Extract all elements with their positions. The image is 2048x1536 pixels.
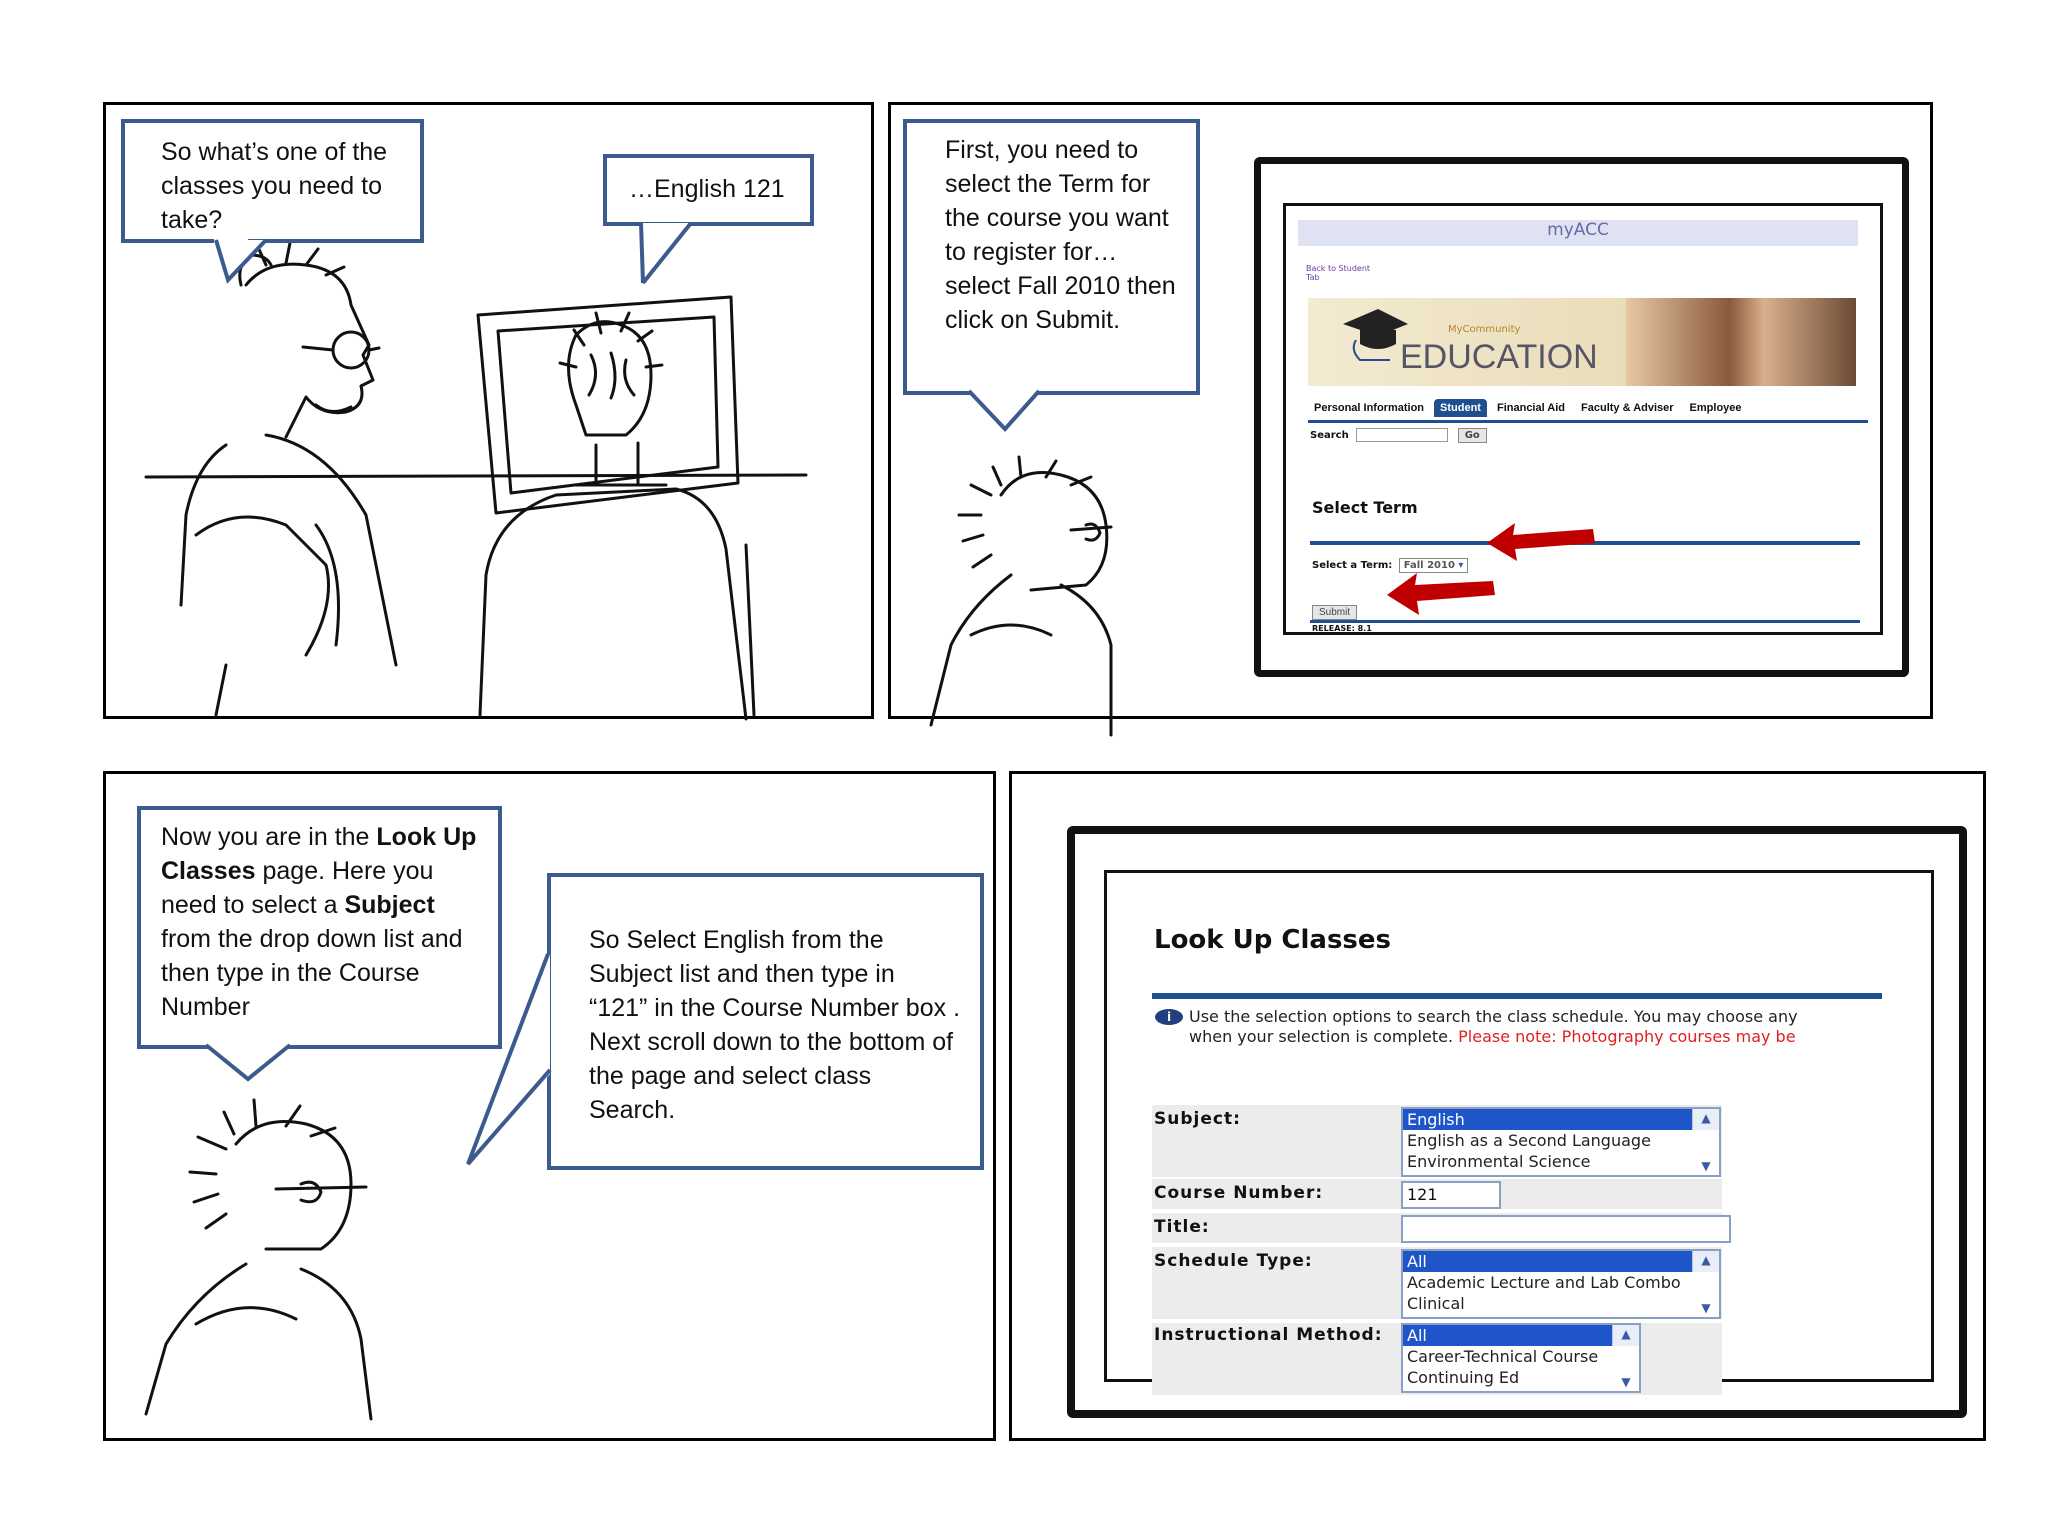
sketch-student xyxy=(911,455,1171,755)
tab-personal-information[interactable]: Personal Information xyxy=(1314,402,1425,414)
chevron-up-icon[interactable]: ▲ xyxy=(1701,1253,1711,1267)
bubble-text-1: Now you are in the xyxy=(161,823,377,851)
speech-bubble-tail xyxy=(959,391,1049,441)
instructional-option[interactable]: All xyxy=(1403,1325,1639,1346)
speech-bubble-instructions xyxy=(903,119,1200,395)
schedule-option[interactable]: Academic Lecture and Lab Combo xyxy=(1407,1273,1681,1292)
site-title: myACC xyxy=(1547,220,1609,240)
subject-scrollbar[interactable] xyxy=(1692,1109,1719,1173)
subject-option[interactable]: English as a Second Language xyxy=(1407,1131,1651,1150)
tab-student[interactable]: Student xyxy=(1434,399,1487,417)
bubble-bold-subject: Subject xyxy=(344,891,435,919)
instructional-method-label: Instructional Method: xyxy=(1154,1325,1383,1345)
info-line-2: when your selection is complete. xyxy=(1189,1027,1454,1046)
info-line-2-wrap xyxy=(1189,1027,1929,1047)
term-select-value: Fall 2010 xyxy=(1403,560,1455,571)
search-input[interactable] xyxy=(1356,428,1448,442)
chevron-down-icon[interactable]: ▼ xyxy=(1621,1375,1631,1389)
red-arrow-submit-icon xyxy=(1387,567,1497,617)
speech-bubble-select-english xyxy=(547,873,984,1170)
chevron-up-icon[interactable]: ▲ xyxy=(1701,1111,1711,1125)
course-number-input[interactable]: 121 xyxy=(1401,1181,1501,1209)
go-button[interactable]: Go xyxy=(1458,428,1487,443)
page-title: Look Up Classes xyxy=(1154,925,1392,955)
comic-panel-4 xyxy=(1009,771,1986,1441)
schedule-option[interactable]: Clinical xyxy=(1407,1294,1465,1313)
main-tabs xyxy=(1308,398,1868,423)
bubble-text-2: page. Here you need to select a xyxy=(161,857,434,919)
schedule-type-listbox[interactable] xyxy=(1401,1249,1721,1319)
search-row xyxy=(1310,428,1487,443)
myacc-screen xyxy=(1283,203,1883,635)
subject-listbox[interactable] xyxy=(1401,1107,1721,1177)
banner-small-text: MyCommunity xyxy=(1448,324,1521,335)
banner-big-text: EDUCATION xyxy=(1400,338,1598,376)
instructional-method-listbox[interactable] xyxy=(1401,1323,1641,1393)
red-arrow-term-icon xyxy=(1487,517,1597,567)
look-up-classes-screen xyxy=(1104,870,1934,1389)
schedule-scrollbar[interactable] xyxy=(1692,1251,1719,1315)
photography-note: Please note: Photography courses may be xyxy=(1458,1027,1796,1046)
bubble-text: So Select English from the Subject list and then type in “121” in the Course Number box . Next scroll down to the bottom of the page and select class Search. xyxy=(589,926,961,1124)
comic-panel-3 xyxy=(103,771,996,1441)
term-label: Select a Term: xyxy=(1312,560,1393,571)
speech-bubble-answer xyxy=(603,154,814,226)
search-label: Search xyxy=(1310,430,1349,441)
speech-bubble-tail xyxy=(468,954,568,1164)
title-rule xyxy=(1152,993,1882,999)
back-link-text: Back to Student Tab xyxy=(1306,264,1371,282)
speech-bubble-tail xyxy=(196,1045,296,1095)
banner-photo xyxy=(1626,298,1856,386)
bubble-text: So what’s one of the classes you need to take? xyxy=(161,138,388,234)
speech-bubble-tail xyxy=(631,223,711,293)
back-link[interactable] xyxy=(1306,264,1376,282)
info-icon: i xyxy=(1155,1009,1183,1025)
subject-option[interactable]: Environmental Science xyxy=(1407,1152,1591,1171)
myacc-title-bar xyxy=(1298,220,1858,246)
chevron-down-icon[interactable]: ▼ xyxy=(1701,1301,1711,1315)
schedule-option[interactable]: All xyxy=(1403,1251,1719,1272)
schedule-type-label: Schedule Type: xyxy=(1154,1251,1313,1271)
tab-faculty-adviser[interactable]: Faculty & Adviser xyxy=(1581,402,1674,414)
info-line-1: Use the selection options to search the class schedule. You may choose any xyxy=(1189,1007,1798,1026)
title-label: Title: xyxy=(1154,1217,1210,1237)
tab-financial-aid[interactable]: Financial Aid xyxy=(1496,402,1566,414)
footer-rule xyxy=(1310,620,1860,623)
info-text xyxy=(1189,1007,1929,1047)
submit-button[interactable]: Submit xyxy=(1312,605,1357,620)
speech-bubble-question xyxy=(121,119,424,243)
release-text: RELEASE: 8.1 xyxy=(1312,624,1372,633)
chevron-down-icon[interactable]: ▼ xyxy=(1701,1159,1711,1173)
graduation-cap-icon xyxy=(1338,304,1408,364)
chevron-up-icon[interactable]: ▲ xyxy=(1621,1327,1631,1341)
select-term-heading: Select Term xyxy=(1312,498,1418,517)
sketch-student xyxy=(126,1094,426,1424)
subject-label: Subject: xyxy=(1154,1109,1241,1129)
comic-panel-2 xyxy=(888,102,1933,719)
bubble-text: First, you need to select the Term for the course you want to register for…select Fall 2010 then click on Submit. xyxy=(945,136,1176,334)
instructional-option[interactable]: Career-Technical Course xyxy=(1407,1347,1599,1366)
submit-row xyxy=(1312,602,1357,620)
instructional-option[interactable]: Continuing Ed xyxy=(1407,1368,1520,1387)
bubble-text-3: from the drop down list and then type in the Course Number xyxy=(161,925,463,1021)
course-number-label: Course Number: xyxy=(1154,1183,1324,1203)
tab-employee[interactable]: Employee xyxy=(1689,402,1742,414)
speech-bubble-look-up-classes xyxy=(137,806,502,1049)
education-banner xyxy=(1308,298,1856,386)
bubble-bold-look-up-classes: Look Up Classes xyxy=(161,823,477,885)
speech-bubble-tail xyxy=(206,240,286,290)
instructional-scrollbar[interactable] xyxy=(1612,1325,1639,1389)
bubble-text: …English 121 xyxy=(629,175,785,203)
subject-option[interactable]: English xyxy=(1403,1109,1719,1130)
chevron-down-icon: ▾ xyxy=(1458,560,1464,571)
comic-panel-1 xyxy=(103,102,874,719)
title-input[interactable] xyxy=(1401,1215,1731,1243)
